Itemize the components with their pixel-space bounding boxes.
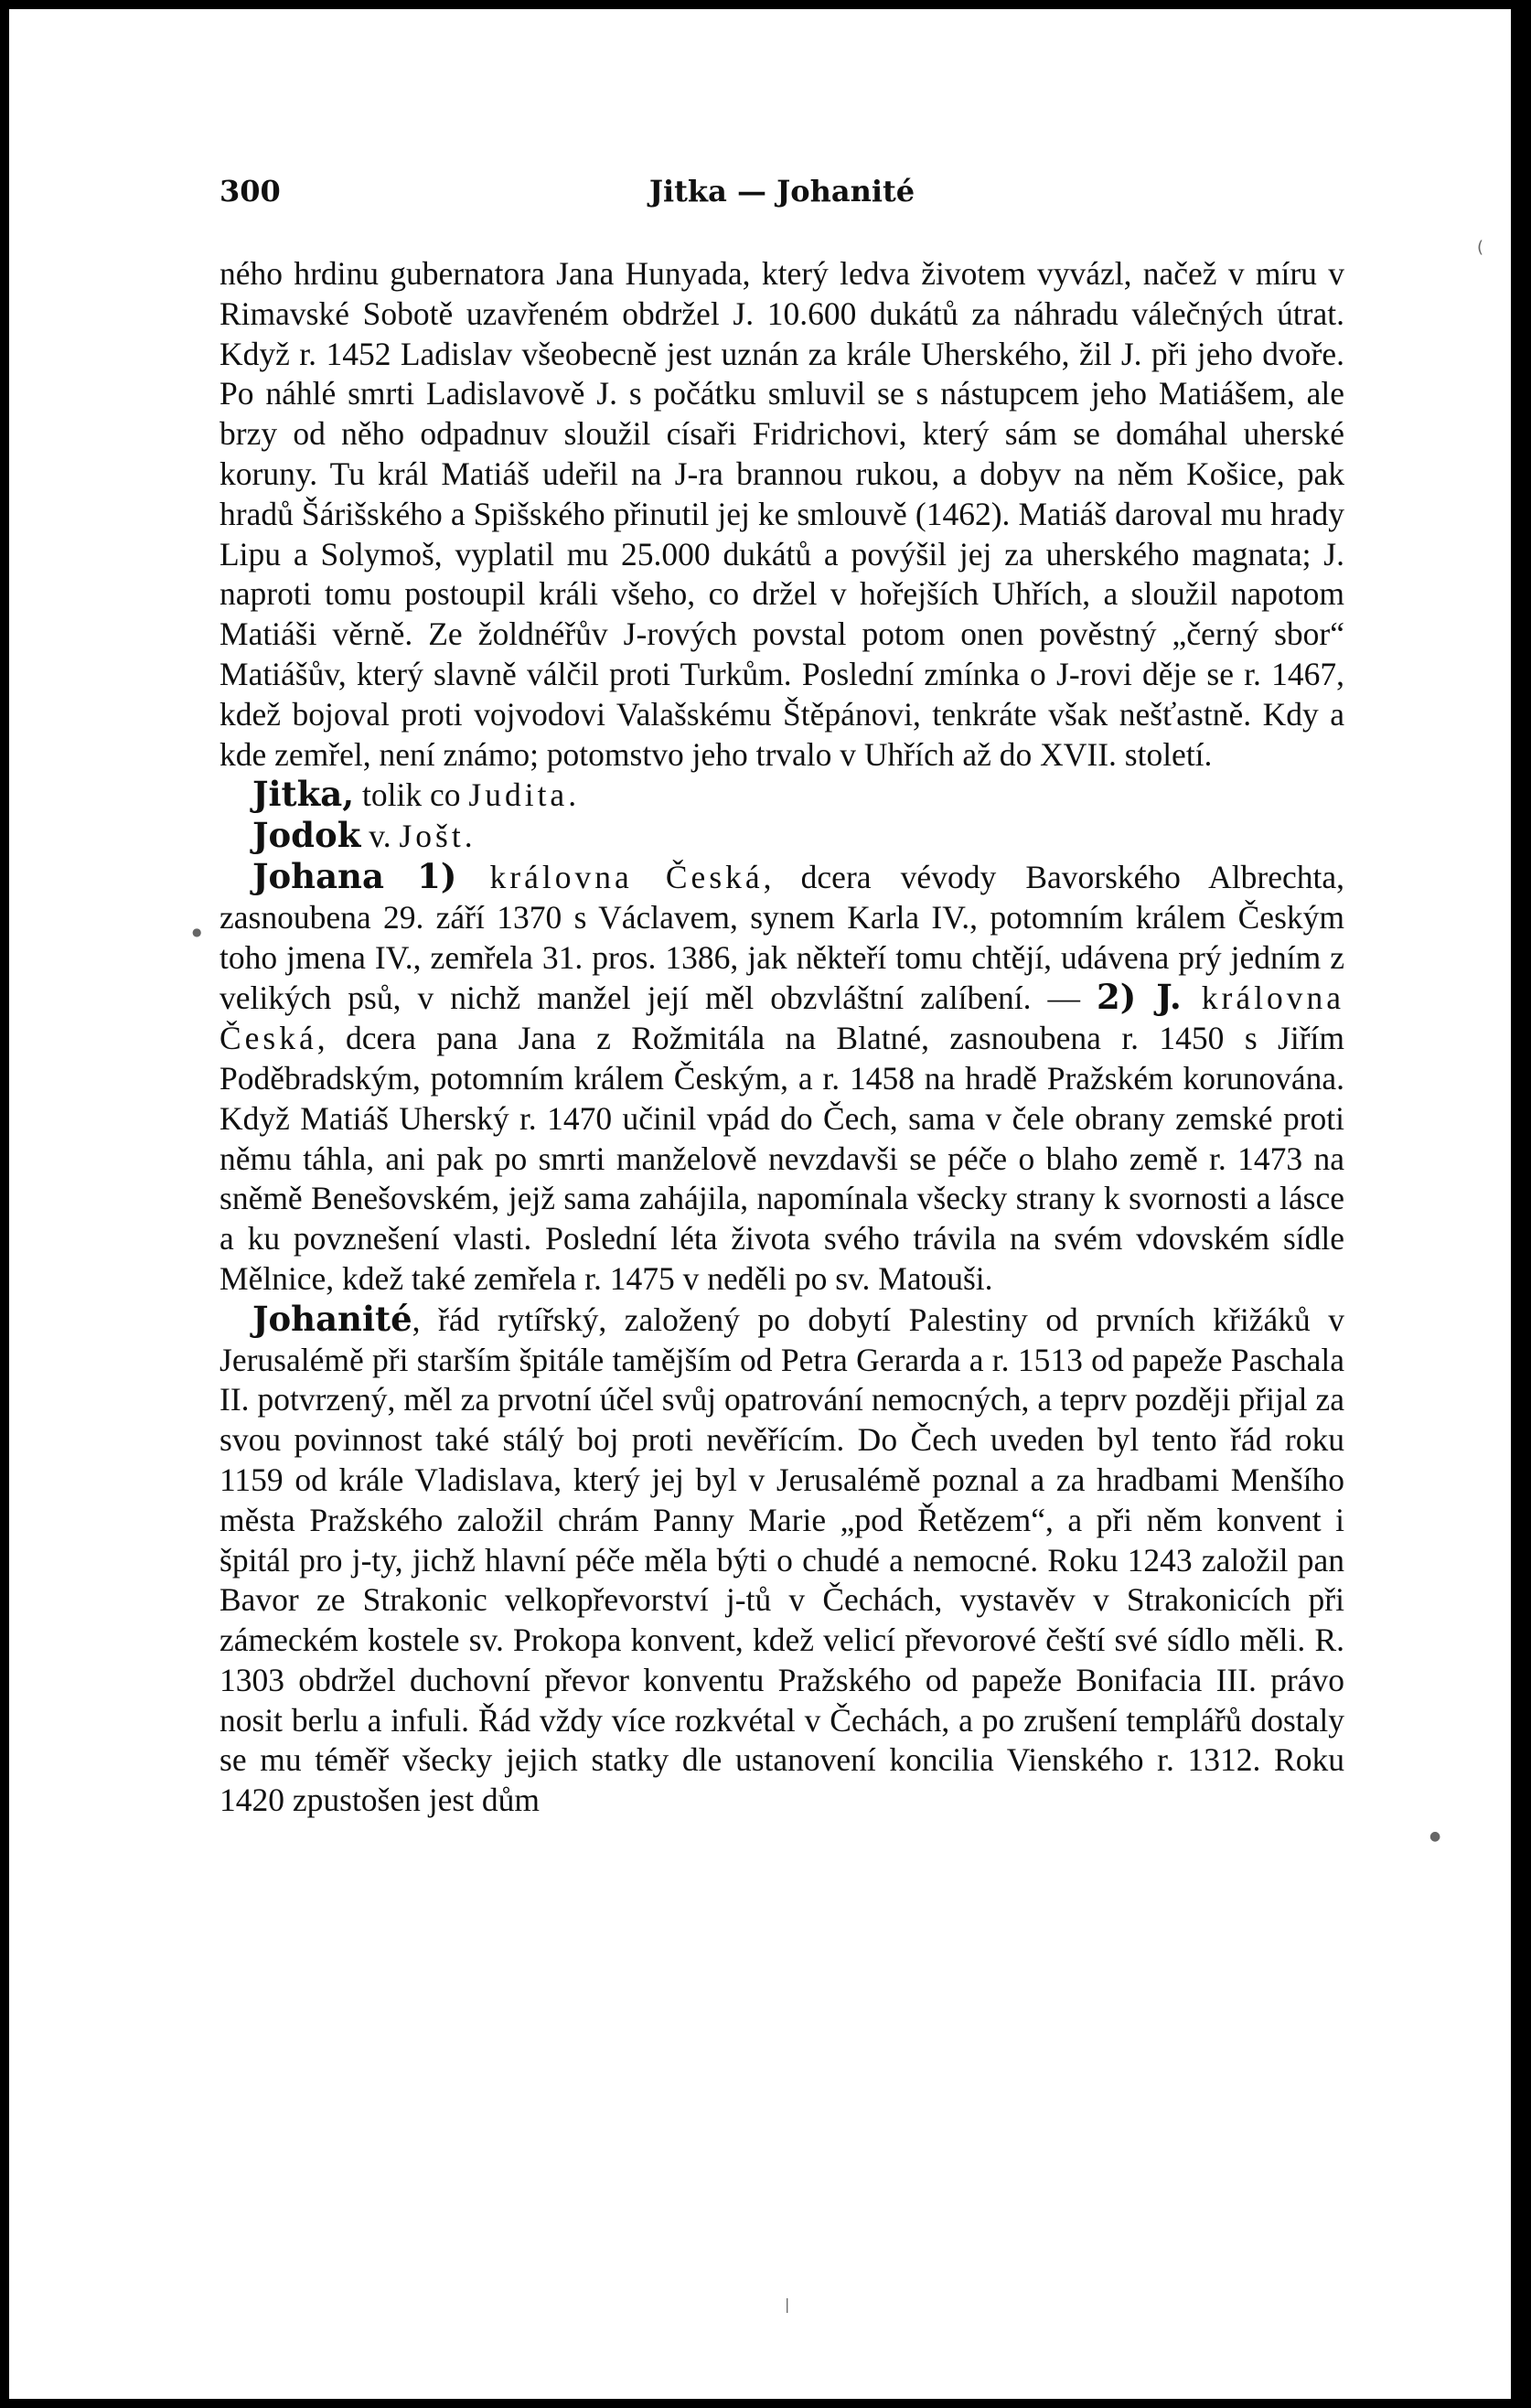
headword: Jodok	[252, 815, 361, 856]
entry-johanite	[219, 1300, 1344, 1821]
entry-text: .	[464, 818, 473, 855]
cross-reference: Judita	[468, 776, 569, 814]
entry-text: v.	[360, 818, 400, 855]
sense-number: 1)	[383, 855, 457, 896]
sense-number: 2) J.	[1096, 977, 1182, 1018]
paragraph-text: ného hrdinu gubernatora Jana Hunyada, který ledva životem vyvázl, načež v míru v Rimavské Sobotě uzavřeném obdržel J. 10.600 dukátů za náhradu válečných útrat. Když r. 1452 Ladislav všeobecně jest uznán za krále Uherského, žil J. při jeho dvoře. Po náhlé smrti Ladislavově J. s počátku smluvil se s nástupcem jeho Matiášem, ale brzy od něho odpadnuv sloužil císaři Fridrichovi, který sám se domáhal uherské koruny. Tu král Matiáš udeřil na J-ra brannou rukou, a dobyv na něm Košice, pak hradů Šárišského a Spišského přinutil jej ke smlouvě (1462). Matiáš daroval mu hrady Lipu a Solymoš, vyplatil mu 25.000 dukátů a povýšil jej za uherského magnata; J. naproti tomu postoupil králi všeho, co držel v hořejších Uhřích, a sloužil napotom Matiáši věrně. Ze žoldnéřův J-rových povstal potom onen pověstný „černý sbor“ Matiášův, který slavně válčil proti Turkům. Poslední zmínka o J-rovi děje se r. 1467, kdež bojoval proti vojvodovi Valašskému Štěpánovi, tenkráte však nešťastně. Kdy a kde zemřel, není známo; potomstvo jeho trvalo v Uhřích až do XVII. století.	[219, 255, 1344, 773]
entry-text: .	[568, 776, 577, 814]
book-page	[9, 9, 1511, 2399]
entry-text: , dcera pana Jana z Rožmitála na Blatné, zasnoubena r. 1450 s Jiřím Poděbradským, potomním králem Českým, a r. 1458 na hradě Pražském korunována. Když Matiáš Uherský r. 1470 učinil vpád do Čech, sama v čele obrany zemské proti němu táhla, ani pak po smrti manželově nevzdavši se péče o blaho země r. 1473 na sněmě Benešovském, jejž sama zahájila, napomínala všecky strany k svornosti a lásce a ku povznešení vlasti. Poslední léta života svého trávila na svém vdovském sídle Mělnice, kdež také zemřela r. 1475 v neděli po sv. Matouši.	[219, 1020, 1344, 1297]
entry-jodok	[219, 816, 1344, 857]
headword: Jitka,	[252, 774, 355, 815]
scan-speck-mark: (	[1477, 238, 1484, 257]
entry-johana	[219, 857, 1344, 1300]
scan-speck-mark: |	[785, 2296, 790, 2313]
headword: Johana	[252, 855, 384, 896]
entry-text: , dcera vévody Bavorského Albrechta, zasnoubena 29. září 1370 s Václavem, synem Karla IV., potomním králem Českým toho jmena IV., zemřela 31. pros. 1386, jak někteří tomu chtějí, udávena prý jedním z velikých psů, v nichž manžel její měl obzvláštní zalíbení. —	[219, 858, 1344, 1017]
entry-text: tolik co	[354, 776, 469, 814]
sense-title: královna Česká	[219, 979, 1344, 1057]
dictionary-text	[219, 254, 1344, 1821]
page-header	[219, 174, 1344, 219]
page-number: 300	[219, 174, 281, 209]
headword: Johanité	[252, 1298, 412, 1339]
running-title: Jitka — Johanité	[648, 174, 915, 209]
entry-continuation	[219, 254, 1344, 775]
scan-speck-mark: ●	[192, 926, 202, 938]
entry-jitka	[219, 775, 1344, 816]
entry-text: , řád rytířský, založený po dobytí Palestiny od prvních křižáků v Jerusalémě při starším špitále tamějším od Petra Gerarda a r. 1513 od papeže Paschala II. potvrzený, měl za prvotní účel svůj opatrování nemocných, a teprv později přijal za svou povinnost také stálý boj proti nevěřícím. Do Čech uveden byl tento řád roku 1159 od krále Vladislava, který jej byl v Jerusalémě poznal a za hradbami Menšího města Pražského založil chrám Panny Marie „pod Řetězem“, a při něm konvent i špitál pro j-ty, jichž hlavní péče měla býti o chudé a nemocné. Roku 1243 založil pan Bavor ze Strakonic velkopřevorství j-tů v Čechách, vystavěv v Strakonicích při zámeckém kostele sv. Prokopa konvent, kdež velicí převorové čeští své sídlo měli. R. 1303 obdržel duchovní převor konventu Pražského od papeže Bonifacia III. právo nosit berlu a infuli. Řád vždy více rozkvétal v Čechách, a po zrušení templářů dostaly se mu téměř všecky jejich statky dle ustanovení koncilia Vienského r. 1312. Roku 1420 zpustošen jest dům	[219, 1300, 1344, 1819]
cross-reference: Jošt	[399, 818, 465, 855]
scan-speck-mark: ●	[1429, 1829, 1441, 1844]
sense-title: královna Česká	[456, 858, 764, 895]
